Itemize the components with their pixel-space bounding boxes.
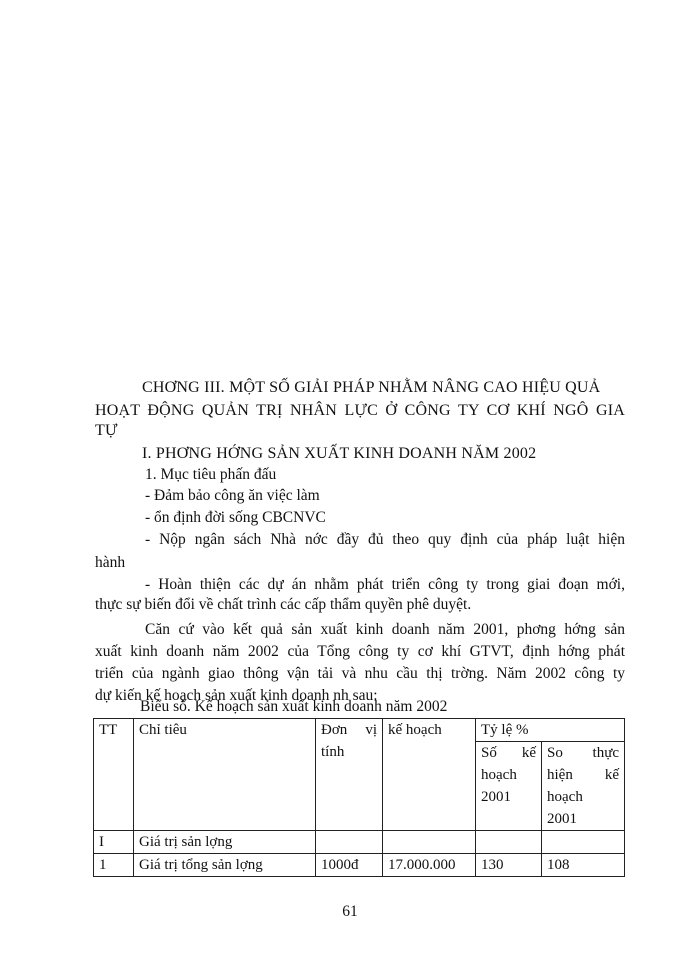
- bullet-item-continuation: thực sự biến đổi về chất trình các cấp thẩm quyền phê duyệt.: [95, 596, 472, 613]
- cell-don-vi: [316, 831, 383, 854]
- header-chi-tieu: Chỉ tiêu: [134, 719, 316, 831]
- paragraph-line: dự kiến kế hoạch sản xuất kinh doanh nh sau:: [95, 687, 378, 704]
- cell-chi-tieu: Giá trị tổng sản lợng: [134, 854, 316, 877]
- cell-tt: I: [94, 831, 134, 854]
- bullet-item-continuation: hành: [95, 554, 126, 571]
- cell-so-thuc-hien: 108: [542, 854, 625, 877]
- header-so-ke-hoach-2001: Số kế hoạch 2001: [476, 742, 542, 831]
- paragraph-line: Căn cứ vào kết quả sản xuất kinh doanh năm 2001, phơng hớng sản: [145, 621, 625, 638]
- chapter-heading-line-1: CHƠNG III. MỘT SỐ GIẢI PHÁP NHẰM NÂNG CAO HIỆU QUẢ: [142, 379, 601, 396]
- header-don-vi-tinh: Đơn vị tính: [316, 719, 383, 831]
- cell-don-vi: 1000đ: [316, 854, 383, 877]
- bullet-item: - Hoàn thiện các dự án nhằm phát triển công ty trong giai đoạn mới,: [145, 576, 625, 593]
- cell-chi-tieu: Giá trị sản lợng: [134, 831, 316, 854]
- cell-so-ke-hoach: [476, 831, 542, 854]
- chapter-heading-line-2: HOẠT ĐỘNG QUẢN TRỊ NHÂN LỰC Ở CÔNG TY CƠ KHÍ NGÔ GIA: [95, 402, 625, 419]
- cell-so-ke-hoach: 130: [476, 854, 542, 877]
- section-heading: I. PHƠNG HỚNG SẢN XUẤT KINH DOANH NĂM 2002: [142, 445, 537, 462]
- cell-so-thuc-hien: [542, 831, 625, 854]
- header-ke-hoach: kế hoạch: [383, 719, 476, 831]
- paragraph-line: triển của ngành giao thông vận tải và nhu cầu thị trờng. Năm 2002 công ty: [95, 665, 625, 682]
- table-row: [94, 831, 625, 854]
- paragraph-line: xuất kinh doanh năm 2002 của Tổng công ty cơ khí GTVT, định hớng phát: [95, 643, 625, 660]
- table-row: [94, 854, 625, 877]
- header-so-thuc-hien-ke-hoach-2001: So thực hiện kế hoạch 2001: [542, 742, 625, 831]
- cell-ke-hoach: [383, 831, 476, 854]
- table-header-row: [94, 719, 625, 742]
- subsection-heading: 1. Mục tiêu phấn đấu: [145, 466, 277, 483]
- cell-ke-hoach: 17.000.000: [383, 854, 476, 877]
- cell-tt: 1: [94, 854, 134, 877]
- header-tt: TT: [94, 719, 134, 831]
- table-caption: Biểu số. Kế hoạch sản xuất kinh doanh năm 2002: [140, 698, 448, 715]
- bullet-item: - Nộp ngân sách Nhà nớc đầy đủ theo quy định của pháp luật hiện: [145, 531, 625, 548]
- chapter-heading-line-3: TỰ: [95, 422, 118, 439]
- header-ty-le: Tỷ lệ %: [476, 719, 625, 742]
- page-number: 61: [342, 903, 358, 920]
- bullet-item: - ổn định đời sống CBCNVC: [145, 509, 326, 526]
- business-plan-table: [93, 718, 625, 877]
- bullet-item: - Đảm bảo công ăn việc làm: [145, 487, 320, 504]
